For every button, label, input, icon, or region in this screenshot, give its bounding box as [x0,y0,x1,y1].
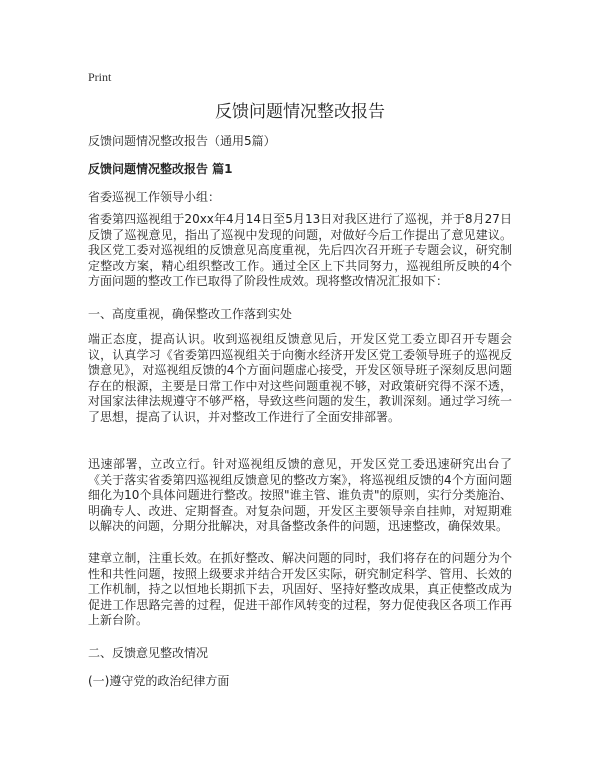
heading-part-two: 二、反馈意见整改情况 [88,646,209,660]
paragraph-attitude: 端正态度，提高认识。收到巡视组反馈意见后，开发区党工委立即召开专题会议，认真学习《省委第四巡视组关于向衡水经济开发区党工委领导班子的巡视反馈意见》，对巡视组反馈的4个方面问题虚心接受，开发区领导班子深刻反思问题存在的根源，主要是日常工作中对这些问题重视不够，对政策研究得不深不透，对国家法律法规遵守不够严格，导致这些问题的发生，教训深刻。通过学习统一了思想，提高了认识，并对整改工作进行了全面安排部署。 [88,332,512,424]
document-subtitle: 反馈问题情况整改报告（通用5篇） [88,134,276,148]
paragraph-intro: 省委第四巡视组于20xx年4月14日至5月13日对我区进行了巡视，并于8月27日反馈了巡视意见，指出了巡视中发现的问题，对做好今后工作提出了意见建议。我区党工委对巡视组的反馈意见高度重视，先后四次召开班子专题会议，研究制定整改方案，精心组织整改工作。通过全区上下共同努力，巡视组所反映的4个方面问题的整改工作已取得了阶段性成效。现将整改情况汇报如下： [88,212,512,288]
section-heading: 反馈问题情况整改报告 篇1 [88,162,233,176]
heading-part-one: 一、高度重视，确保整改工作落到实处 [88,307,293,321]
paragraph-mechanism: 建章立制，注重长效。在抓好整改、解决问题的同时，我们将存在的问题分为个性和共性问题，按照上级要求并结合开发区实际，研究制定科学、管用、长效的工作机制，持之以恒地长期抓下去，巩固好、坚持好整改成果，真正使整改成为促进工作思路完善的过程，促进干部作风转变的过程，努力促使我区各项工作再上新台阶。 [88,551,512,627]
paragraph-deployment: 迅速部署，立改立行。针对巡视组反馈的意见，开发区党工委迅速研究出台了《关于落实省委第四巡视组反馈意见的整改方案》，将巡视组反馈的4个方面问题细化为10个具体问题进行整改。按照"谁主管、谁负责"的原则，实行分类施治、明确专人、改进、定期督查。对复杂问题，开发区主要领导亲自挂帅，对短期难以解决的问题，分期分批解决，对具备整改条件的问题，迅速整改，确保效果。 [88,457,512,533]
page-title: 反馈问题情况整改报告 [215,102,385,122]
subheading-political-discipline: (一)遵守党的政治纪律方面 [88,674,230,688]
print-label: Print [88,70,112,84]
salutation: 省委巡视工作领导小组： [88,190,221,204]
